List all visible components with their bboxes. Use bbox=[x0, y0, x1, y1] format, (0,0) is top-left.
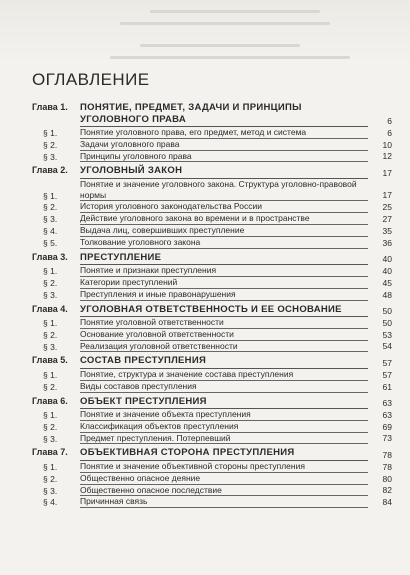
toc-section-row[interactable] bbox=[32, 151, 392, 163]
section-title: Понятие и значение объективной стороны преступления bbox=[80, 461, 368, 473]
section-page-number: 40 bbox=[382, 265, 392, 276]
section-number: § 1. bbox=[43, 128, 58, 138]
section-title: Виды составов преступления bbox=[80, 381, 368, 393]
toc-section-row[interactable] bbox=[32, 277, 392, 289]
toc-chapter bbox=[32, 304, 392, 353]
toc-section-row[interactable] bbox=[32, 461, 392, 473]
section-number: § 1. bbox=[43, 318, 58, 329]
toc-section-row[interactable] bbox=[32, 225, 392, 237]
section-title: Понятие и значение уголовного закона. Структура уголовно-правовой нормы bbox=[80, 179, 368, 202]
section-title: Задачи уголовного права bbox=[80, 139, 368, 151]
toc-section-row[interactable] bbox=[32, 485, 392, 497]
section-number: § 1. bbox=[43, 410, 58, 421]
section-title: История уголовного законодательства России bbox=[80, 201, 368, 213]
section-title: Классификация объектов преступления bbox=[80, 421, 368, 433]
section-page-number: 17 bbox=[382, 190, 392, 201]
toc-chapter bbox=[32, 102, 392, 162]
chapter-page-number: 63 bbox=[382, 398, 392, 409]
chapter-label: Глава 2. bbox=[32, 165, 68, 176]
toc-section-row[interactable] bbox=[32, 369, 392, 381]
chapter-page-number: 6 bbox=[387, 116, 392, 126]
chapter-heading-row[interactable] bbox=[32, 102, 392, 127]
section-number: § 2. bbox=[43, 202, 58, 213]
section-title: Понятие, структура и значение состава преступления bbox=[80, 369, 368, 381]
section-number: § 3. bbox=[43, 214, 58, 225]
section-number: § 2. bbox=[43, 473, 58, 484]
chapter-heading-row[interactable] bbox=[32, 252, 392, 266]
toc-section-row[interactable] bbox=[32, 201, 392, 213]
section-title: Категории преступлений bbox=[80, 277, 368, 289]
toc-heading: ОГЛАВЛЕНИЕ bbox=[32, 70, 150, 89]
section-title: Понятие и признаки преступления bbox=[80, 265, 368, 277]
toc-chapter bbox=[32, 165, 392, 248]
table-of-contents bbox=[32, 70, 392, 511]
toc-chapter bbox=[32, 355, 392, 392]
section-page-number: 53 bbox=[382, 329, 392, 340]
toc-section-row[interactable] bbox=[32, 433, 392, 445]
chapter-page-number: 78 bbox=[382, 449, 392, 460]
section-title: Принципы уголовного права bbox=[80, 151, 368, 163]
section-title: Общественно опасное последствие bbox=[80, 485, 368, 497]
chapter-page-number: 57 bbox=[382, 357, 392, 368]
section-number: § 3. bbox=[43, 289, 58, 300]
section-page-number: 6 bbox=[387, 127, 392, 138]
section-page-number: 45 bbox=[382, 277, 392, 288]
section-page-number: 48 bbox=[382, 289, 392, 300]
chapter-title: УГОЛОВНАЯ ОТВЕТСТВЕННОСТЬ И ЕЕ ОСНОВАНИЕ bbox=[80, 304, 368, 318]
section-number: § 4. bbox=[43, 226, 58, 237]
toc-section-row[interactable] bbox=[32, 421, 392, 433]
section-title: Основание уголовной ответственности bbox=[80, 329, 368, 341]
section-page-number: 73 bbox=[382, 433, 392, 444]
toc-section-row[interactable] bbox=[32, 237, 392, 249]
section-page-number: 10 bbox=[382, 139, 392, 150]
chapter-page-number: 17 bbox=[382, 167, 392, 178]
section-title: Предмет преступления. Потерпевший bbox=[80, 433, 368, 445]
section-title: Выдача лиц, совершивших преступление bbox=[80, 225, 368, 237]
chapter-heading-row[interactable] bbox=[32, 165, 392, 179]
chapter-title: ОБЪЕКТИВНАЯ СТОРОНА ПРЕСТУПЛЕНИЯ bbox=[80, 447, 368, 461]
section-number: § 3. bbox=[43, 433, 58, 444]
section-page-number: 57 bbox=[382, 369, 392, 380]
chapter-label: Глава 7. bbox=[32, 447, 68, 458]
chapter-title: ПРЕСТУПЛЕНИЕ bbox=[80, 252, 368, 266]
section-number: § 2. bbox=[43, 139, 58, 150]
section-page-number: 84 bbox=[382, 497, 392, 508]
toc-section-row[interactable] bbox=[32, 409, 392, 421]
section-number: § 3. bbox=[43, 341, 58, 352]
toc-chapter bbox=[32, 396, 392, 445]
section-title: Преступления и иные правонарушения bbox=[80, 289, 368, 301]
section-number: § 2. bbox=[43, 421, 58, 432]
section-number: § 1. bbox=[43, 190, 58, 201]
chapter-list bbox=[32, 102, 392, 508]
section-number: § 4. bbox=[43, 497, 58, 508]
section-number: § 3. bbox=[43, 485, 58, 496]
toc-section-row[interactable] bbox=[32, 289, 392, 301]
section-page-number: 12 bbox=[382, 151, 392, 162]
section-page-number: 80 bbox=[382, 473, 392, 484]
section-page-number: 69 bbox=[382, 421, 392, 432]
section-page-number: 82 bbox=[382, 485, 392, 496]
section-page-number: 27 bbox=[382, 214, 392, 225]
section-title: Реализация уголовной ответственности bbox=[80, 341, 368, 353]
section-title: Понятие уголовного права, его предмет, метод и система bbox=[80, 127, 368, 139]
toc-chapter bbox=[32, 447, 392, 508]
chapter-label: Глава 1. bbox=[32, 102, 68, 112]
chapter-title: СОСТАВ ПРЕСТУПЛЕНИЯ bbox=[80, 355, 368, 369]
chapter-heading-row[interactable] bbox=[32, 304, 392, 318]
chapter-title: ОБЪЕКТ ПРЕСТУПЛЕНИЯ bbox=[80, 396, 368, 410]
toc-section-row[interactable] bbox=[32, 139, 392, 151]
section-title: Толкование уголовного закона bbox=[80, 237, 368, 249]
section-number: § 1. bbox=[43, 266, 58, 277]
chapter-label: Глава 5. bbox=[32, 355, 68, 366]
toc-section-row[interactable] bbox=[32, 317, 392, 329]
section-page-number: 50 bbox=[382, 317, 392, 328]
toc-section-row[interactable] bbox=[32, 473, 392, 485]
section-title: Причинная связь bbox=[80, 496, 368, 508]
section-page-number: 54 bbox=[382, 341, 392, 352]
section-number: § 2. bbox=[43, 381, 58, 392]
toc-section-row[interactable] bbox=[32, 127, 392, 139]
section-title: Понятие и значение объекта преступления bbox=[80, 409, 368, 421]
section-number: § 1. bbox=[43, 461, 58, 472]
section-page-number: 78 bbox=[382, 461, 392, 472]
toc-section-row[interactable] bbox=[32, 329, 392, 341]
section-title: Понятие уголовной ответственности bbox=[80, 317, 368, 329]
toc-chapter bbox=[32, 252, 392, 301]
section-page-number: 36 bbox=[382, 237, 392, 248]
chapter-heading-row[interactable] bbox=[32, 447, 392, 461]
section-number: § 2. bbox=[43, 329, 58, 340]
chapter-heading-row[interactable] bbox=[32, 396, 392, 410]
section-number: § 3. bbox=[43, 151, 58, 162]
toc-section-row[interactable] bbox=[32, 496, 392, 508]
toc-section-row[interactable] bbox=[32, 381, 392, 393]
toc-section-row[interactable] bbox=[32, 265, 392, 277]
section-page-number: 63 bbox=[382, 409, 392, 420]
section-number: § 1. bbox=[43, 369, 58, 380]
chapter-page-number: 50 bbox=[382, 306, 392, 317]
chapter-heading-row[interactable] bbox=[32, 355, 392, 369]
section-number: § 5. bbox=[43, 237, 58, 248]
chapter-label: Глава 3. bbox=[32, 251, 68, 262]
chapter-label: Глава 4. bbox=[32, 303, 68, 314]
section-page-number: 25 bbox=[382, 202, 392, 213]
section-title: Действие уголовного закона во времени и в пространстве bbox=[80, 213, 368, 225]
toc-section-row[interactable] bbox=[32, 213, 392, 225]
bleed-through-area bbox=[0, 0, 410, 64]
toc-section-row[interactable] bbox=[32, 341, 392, 353]
toc-section-row[interactable] bbox=[32, 179, 392, 202]
chapter-page-number: 40 bbox=[382, 254, 392, 265]
chapter-label: Глава 6. bbox=[32, 395, 68, 406]
section-title: Общественно опасное деяние bbox=[80, 473, 368, 485]
chapter-title: ПОНЯТИЕ, ПРЕДМЕТ, ЗАДАЧИ И ПРИНЦИПЫ УГОЛОВНОГО ПРАВА bbox=[80, 102, 368, 127]
section-page-number: 35 bbox=[382, 225, 392, 236]
section-number: § 2. bbox=[43, 277, 58, 288]
section-page-number: 61 bbox=[382, 381, 392, 392]
chapter-title: УГОЛОВНЫЙ ЗАКОН bbox=[80, 165, 368, 179]
